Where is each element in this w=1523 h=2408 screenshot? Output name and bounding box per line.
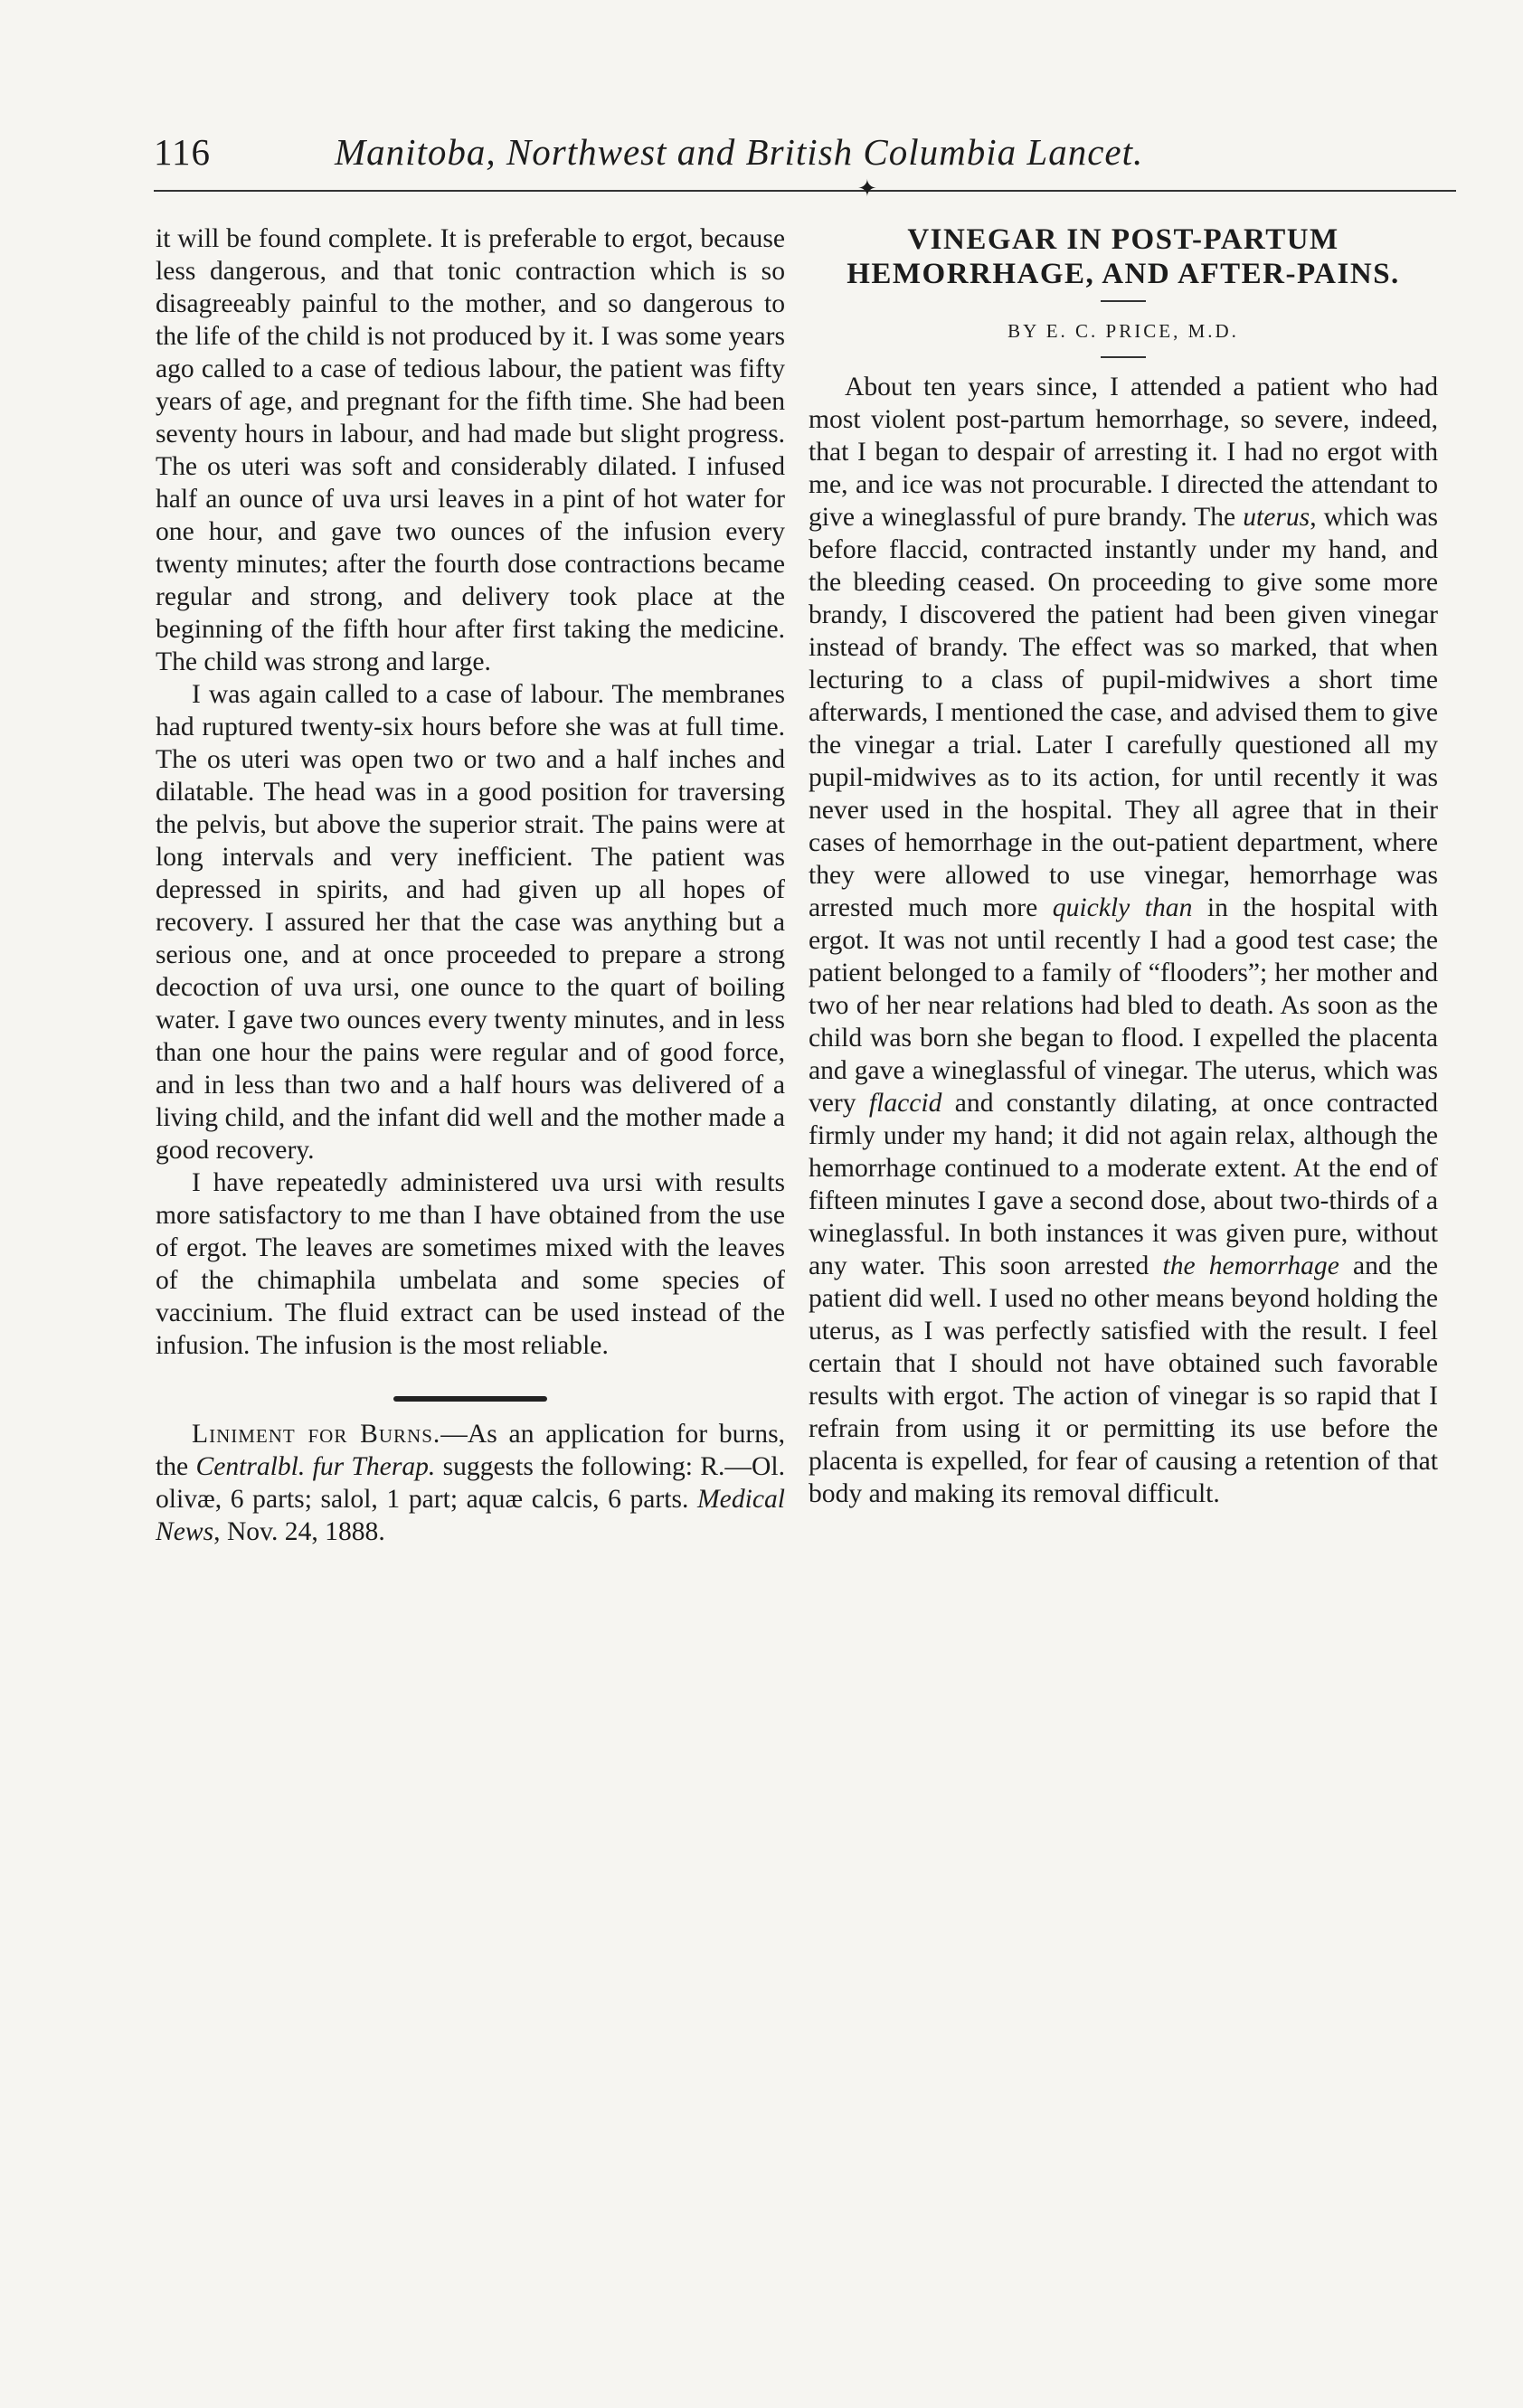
header-ornament-icon: ✦: [857, 175, 877, 202]
body-italic-flaccid: flaccid: [868, 1089, 942, 1118]
body-italic-quickly: quickly than: [1052, 893, 1193, 922]
body-text-e: and the patient did well. I used no other means beyond holding the uterus, as I was perfectly satisfied with the result. I feel certain that I should not have obtained such favorable results with ergot. The action of vinegar is so rapid that I refrain from using it or permitting its use before the placenta is expelled, for fear of causing a retention of that body and making its removal difficult.: [809, 1251, 1439, 1508]
body-italic-uterus: uterus: [1243, 503, 1310, 532]
liniment-heading: Liniment for Burns.: [192, 1420, 441, 1449]
left-paragraph-3: I have repeatedly administered uva ursi with results more satisfactory to me than I have obtained from the use of ergot. The leaves are sometimes mixed with the leaves of the chimaphila umbelata and some species of vaccinium. The fluid extract can be used instead of the infusion. The infusion is the most reliable.: [156, 1168, 785, 1360]
article-body: [809, 371, 1438, 1510]
liniment-paragraph: [156, 1418, 785, 1548]
byline-rule: [1101, 356, 1146, 358]
liniment-text-1: —As an application for burns, the: [156, 1420, 785, 1481]
liniment-date: , Nov. 24, 1888.: [213, 1517, 385, 1546]
title-rule: [1101, 300, 1146, 302]
article-byline: BY E. C. PRICE, M.D.: [1007, 320, 1239, 342]
journal-title: Manitoba, Northwest and British Columbia Lancet.: [335, 131, 1144, 173]
section-divider: [156, 1374, 785, 1407]
page-number: 116: [154, 131, 211, 173]
header-rule: [154, 190, 1456, 195]
divider-rule: [393, 1396, 547, 1402]
body-text-b: , which was before flaccid, contracted instantly under my hand, and the bleeding ceased. On proceeding to give some more brandy, I discovered the patient had been given vinegar instead of brandy. The effect was so marked, that when lecturing to a class of pupil-midwives a short time afterwards, I mentioned the case, and advised them to give the vinegar a trial. Later I carefully questioned all my pupil-midwives as to its action, for until recently it was never used in the hospital. They all agree that in their cases of hemorrhage in the out-patient department, where they were allowed to use vinegar, hemorrhage was arrested much more: [809, 503, 1438, 922]
liniment-citation: Medical News: [156, 1485, 785, 1546]
body-text-a: About ten years since, I attended a patient who had most violent post-partum hemorrhage, so severe, indeed, that I began to despair of arresting it. I had no ergot with me, and ice was not procurable. I directed the attendant to give a wineglassful of pure brandy. The: [809, 373, 1438, 532]
left-column: [156, 222, 785, 1548]
left-paragraph-1: it will be found complete. It is preferable to ergot, because less dangerous, and that tonic contraction which is so disagreeably painful to the mother, and so dangerous to the life of the child is not produced by it. I was some years ago called to a case of tedious labour, the patient was fifty years of age, and pregnant for the fifth time. She had been seventy hours in labour, and had made but slight progress. The os uteri was soft and considerably dilated. I infused half an ounce of uva ursi leaves in a pint of hot water for one hour, and gave two ounces of the infusion every twenty minutes; after the fourth dose contractions became regular and strong, and delivery took place at the beginning of the fifth hour after first taking the medicine. The child was strong and large.: [156, 224, 785, 676]
article-title: VINEGAR IN POST-PARTUM HEMORRHAGE, AND AFTER-PAINS.: [847, 223, 1400, 290]
liniment-source: Centralbl. fur Therap.: [195, 1452, 436, 1481]
body-italic-hemorrhage: the hemorrhage: [1162, 1251, 1339, 1280]
body-text-c: in the hospital with ergot. It was not until recently I had a good test case; the patient belonged to a family of “flooders”; her mother and two of her near relations had bled to death. As soon as the child was born she began to flood. I expelled the placenta and gave a wineglassful of vinegar. The uterus, which was very: [809, 893, 1438, 1118]
liniment-text-2: suggests the following: R.—Ol. olivæ, 6 parts; salol, 1 part; aquæ calcis, 6 parts.: [156, 1452, 785, 1514]
right-column: [809, 222, 1438, 1510]
body-text-d: and constantly dilating, at once contracted firmly under my hand; it did not again relax, although the hemorrhage continued to a moderate extent. At the end of fifteen minutes I gave a second dose, about two-thirds of a wineglassful. In both instances it was given pure, without any water. This soon arrested: [809, 1089, 1438, 1280]
running-header: [154, 125, 1456, 179]
left-paragraph-2: I was again called to a case of labour. The membranes had ruptured twenty-six hours before she was at full time. The os uteri was open two or two and a half inches and dilatable. The head was in a good position for traversing the pelvis, but above the superior strait. The pains were at long intervals and very inefficient. The patient was depressed in spirits, and had given up all hopes of recovery. I assured her that the case was anything but a serious one, and at once proceeded to prepare a strong decoction of uva ursi, one ounce to the quart of boiling water. I gave two ounces every twenty minutes, and in less than one hour the pains were regular and of good force, and in less than two and a half hours was delivered of a living child, and the infant did well and the mother made a good recovery.: [156, 680, 785, 1165]
